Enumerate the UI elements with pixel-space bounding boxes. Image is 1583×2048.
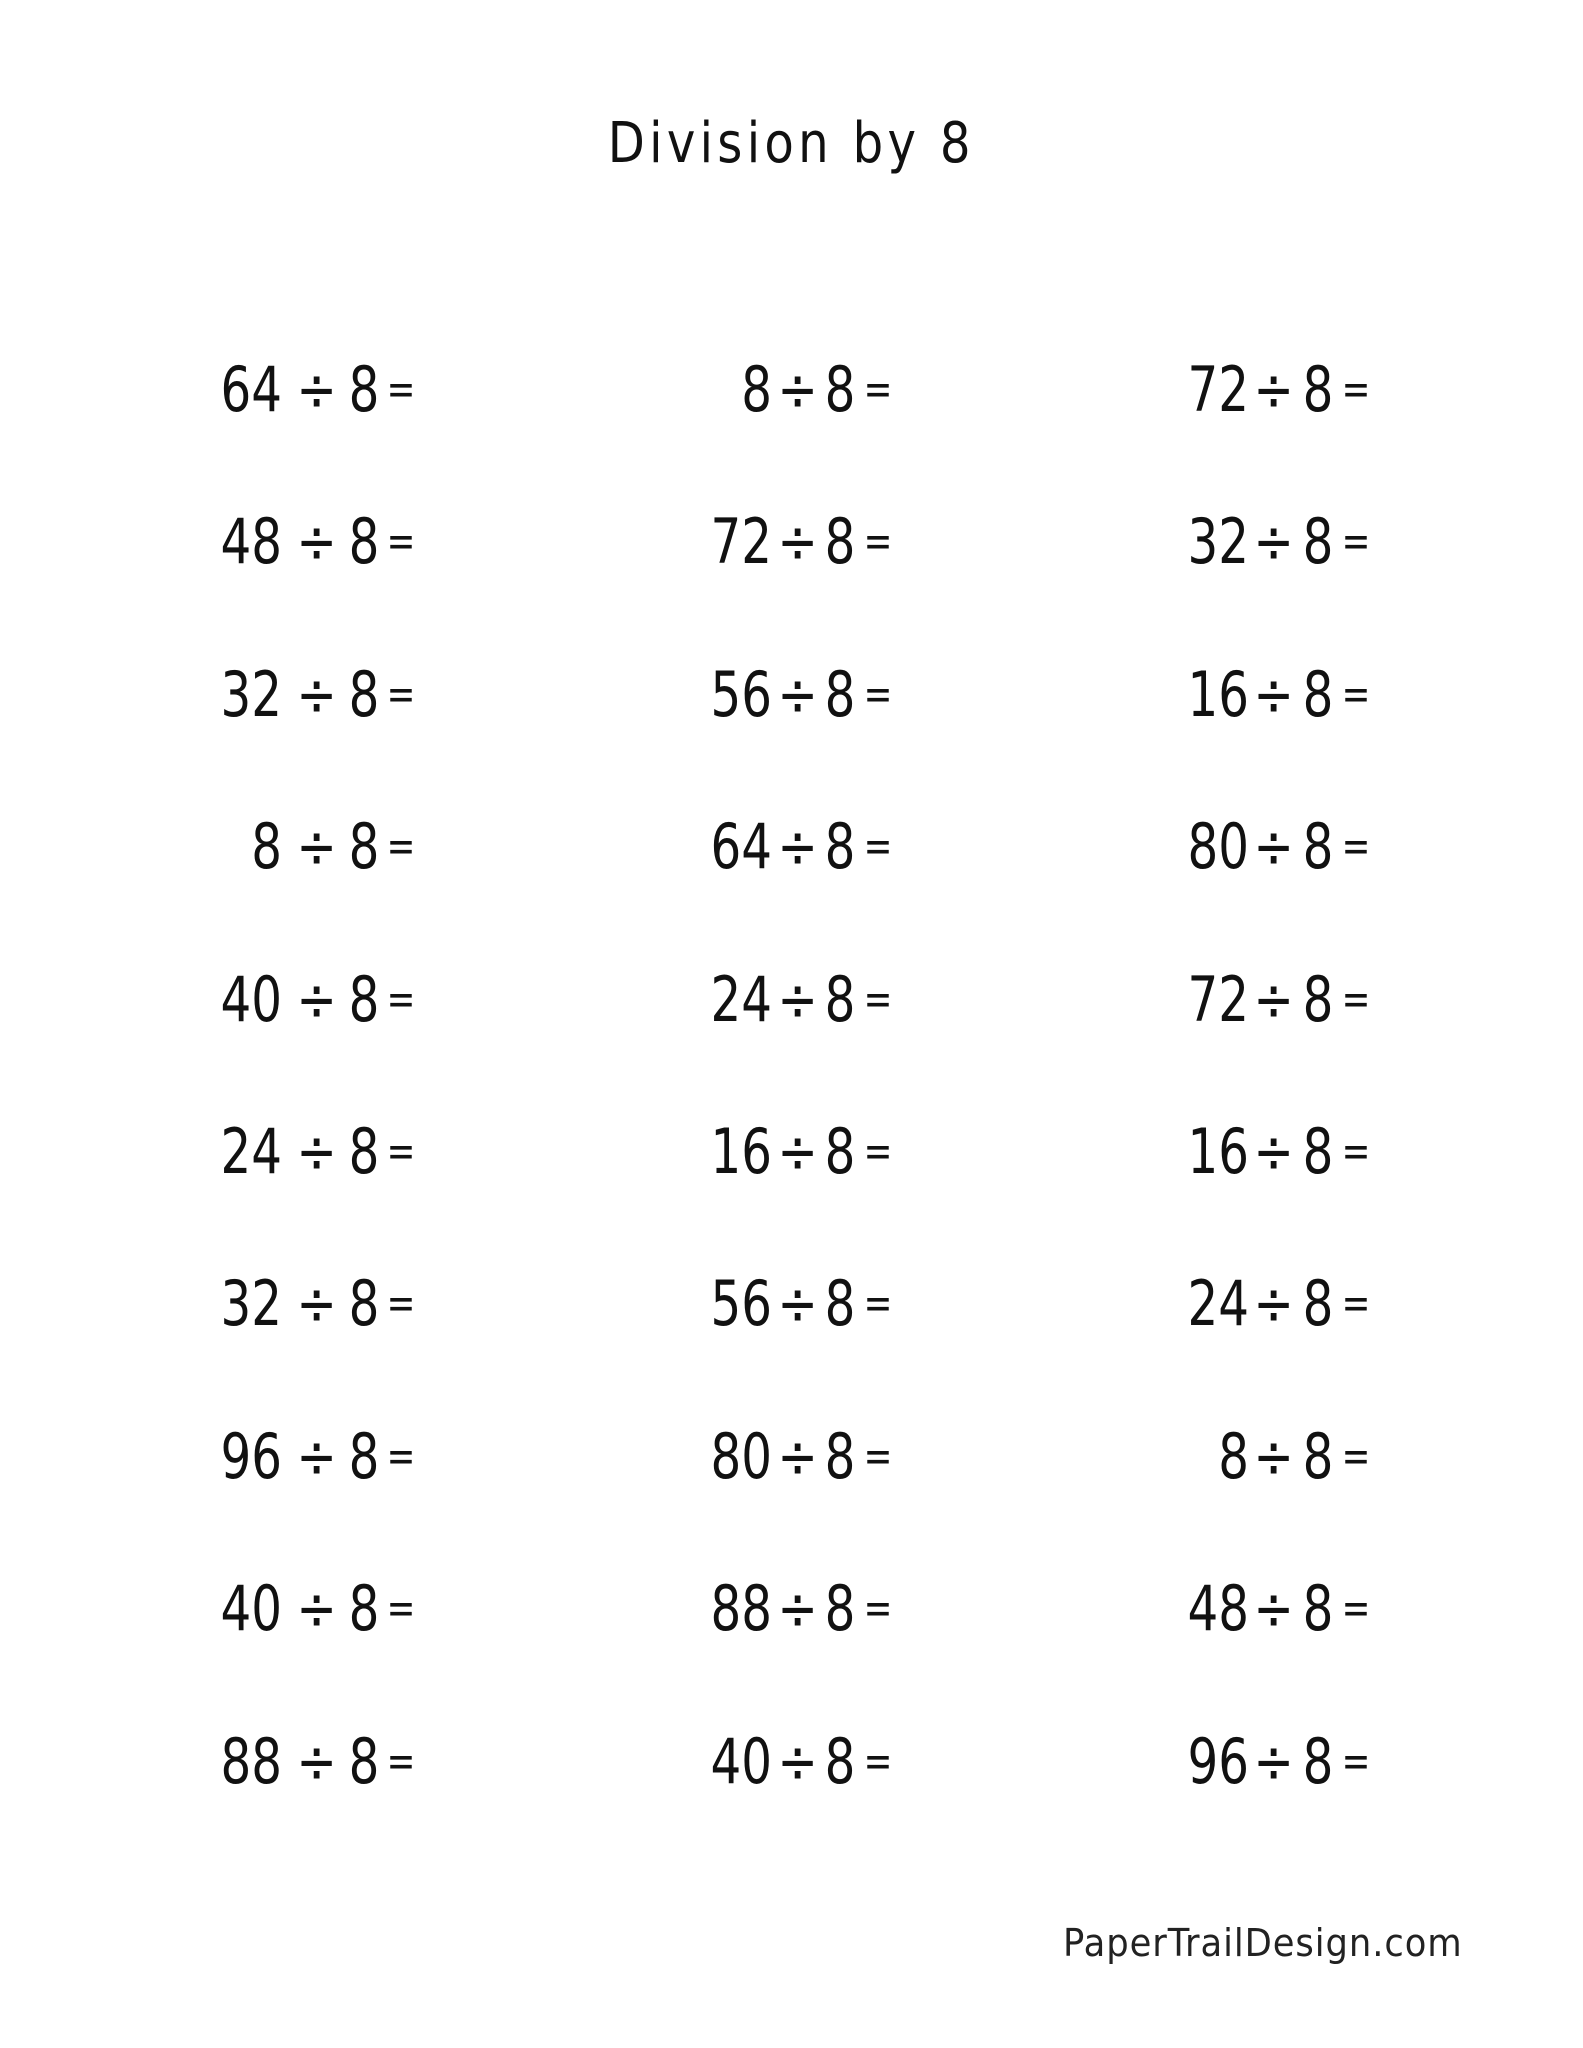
problem-cell [0, 1572, 1583, 1646]
divide-sign-icon: ÷ [296, 505, 337, 579]
dividend: 96 [220, 1419, 282, 1493]
equals-sign: = [1341, 973, 1371, 1025]
divide-sign-icon: ÷ [1253, 1724, 1294, 1798]
divide-sign-icon: ÷ [777, 1115, 818, 1188]
divide-sign-icon: ÷ [296, 1572, 337, 1646]
dividend: 48 [1187, 1572, 1249, 1646]
problem-cell [0, 657, 1583, 731]
divisor: 8 [348, 810, 380, 884]
equals-sign: = [863, 1735, 893, 1787]
problem-cell [0, 1267, 1583, 1341]
problem-cell [0, 1724, 1583, 1798]
divide-sign-icon: ÷ [296, 1419, 337, 1493]
dividend: 64 [220, 353, 282, 426]
divisor: 8 [1302, 1419, 1334, 1493]
divisor: 8 [1302, 657, 1334, 731]
equals-sign: = [863, 364, 893, 415]
divide-sign-icon: ÷ [777, 810, 818, 884]
equals-sign: = [1341, 821, 1371, 873]
dividend: 24 [1187, 1267, 1249, 1341]
equals-sign: = [386, 1583, 416, 1635]
equals-sign: = [386, 1126, 416, 1177]
worksheet-title: Division by 8 [607, 111, 975, 176]
dividend: 72 [710, 505, 772, 579]
divide-sign-icon: ÷ [777, 1419, 818, 1493]
divisor: 8 [1302, 505, 1334, 579]
problem-cell [0, 1115, 1583, 1188]
dividend: 16 [1187, 657, 1249, 731]
dividend: 32 [220, 1267, 282, 1341]
problem-cell [0, 810, 1583, 884]
dividend: 88 [710, 1572, 772, 1646]
equals-sign: = [386, 1430, 416, 1482]
divide-sign-icon: ÷ [1253, 1267, 1294, 1341]
divide-sign-icon: ÷ [1253, 1419, 1294, 1493]
divide-sign-icon: ÷ [296, 1115, 337, 1188]
dividend: 72 [1187, 962, 1249, 1036]
equals-sign: = [386, 668, 416, 720]
equals-sign: = [1341, 1735, 1371, 1787]
divide-sign-icon: ÷ [777, 1724, 818, 1798]
divide-sign-icon: ÷ [777, 1572, 818, 1646]
dividend: 48 [220, 505, 282, 579]
divide-sign-icon: ÷ [296, 353, 337, 426]
divisor: 8 [824, 1724, 856, 1798]
divide-sign-icon: ÷ [296, 1267, 337, 1341]
equals-sign: = [1341, 516, 1371, 568]
dividend: 56 [710, 1267, 772, 1341]
divide-sign-icon: ÷ [777, 1267, 818, 1341]
divide-sign-icon: ÷ [296, 962, 337, 1036]
divide-sign-icon: ÷ [777, 505, 818, 579]
divisor: 8 [348, 1115, 380, 1188]
divide-sign-icon: ÷ [296, 657, 337, 731]
divisor: 8 [1302, 1115, 1334, 1188]
equals-sign: = [1341, 1430, 1371, 1482]
divisor: 8 [824, 962, 856, 1036]
dividend: 88 [220, 1724, 282, 1798]
divisor: 8 [348, 657, 380, 731]
equals-sign: = [1341, 1126, 1371, 1177]
dividend: 80 [1187, 810, 1249, 884]
divide-sign-icon: ÷ [777, 657, 818, 731]
divisor: 8 [1302, 1572, 1334, 1646]
divide-sign-icon: ÷ [296, 1724, 337, 1798]
dividend: 64 [710, 810, 772, 884]
dividend: 24 [710, 962, 772, 1036]
dividend: 40 [710, 1724, 772, 1798]
dividend: 80 [710, 1419, 772, 1493]
divisor: 8 [1302, 353, 1334, 426]
divisor: 8 [824, 1115, 856, 1188]
dividend: 24 [220, 1115, 282, 1188]
divide-sign-icon: ÷ [1253, 810, 1294, 884]
equals-sign: = [386, 1735, 416, 1787]
equals-sign: = [863, 1278, 893, 1330]
equals-sign: = [386, 973, 416, 1025]
divisor: 8 [348, 1419, 380, 1493]
dividend: 72 [1187, 353, 1249, 426]
equals-sign: = [863, 668, 893, 720]
equals-sign: = [386, 1278, 416, 1330]
equals-sign: = [1341, 364, 1371, 415]
divisor: 8 [824, 1419, 856, 1493]
problem-cell [0, 962, 1583, 1036]
dividend: 56 [710, 657, 772, 731]
divisor: 8 [348, 1572, 380, 1646]
equals-sign: = [863, 973, 893, 1025]
divisor: 8 [824, 1572, 856, 1646]
divide-sign-icon: ÷ [1253, 657, 1294, 731]
divisor: 8 [1302, 810, 1334, 884]
equals-sign: = [386, 821, 416, 873]
divisor: 8 [824, 810, 856, 884]
divisor: 8 [824, 657, 856, 731]
divisor: 8 [348, 353, 380, 426]
problem-cell [0, 505, 1583, 579]
divisor: 8 [1302, 1724, 1334, 1798]
divisor: 8 [824, 353, 856, 426]
divide-sign-icon: ÷ [1253, 1115, 1294, 1188]
divisor: 8 [348, 1267, 380, 1341]
equals-sign: = [386, 516, 416, 568]
equals-sign: = [386, 364, 416, 415]
dividend: 8 [1218, 1419, 1249, 1493]
dividend: 40 [220, 1572, 282, 1646]
divide-sign-icon: ÷ [1253, 962, 1294, 1036]
divisor: 8 [348, 1724, 380, 1798]
equals-sign: = [863, 1583, 893, 1635]
divisor: 8 [348, 505, 380, 579]
equals-sign: = [863, 1126, 893, 1177]
equals-sign: = [863, 516, 893, 568]
equals-sign: = [863, 821, 893, 873]
equals-sign: = [863, 1430, 893, 1482]
divide-sign-icon: ÷ [1253, 353, 1294, 426]
divisor: 8 [1302, 1267, 1334, 1341]
divisor: 8 [824, 1267, 856, 1341]
divisor: 8 [824, 505, 856, 579]
equals-sign: = [1341, 668, 1371, 720]
dividend: 32 [1187, 505, 1249, 579]
divide-sign-icon: ÷ [1253, 505, 1294, 579]
divisor: 8 [1302, 962, 1334, 1036]
problem-cell [0, 353, 1583, 426]
divide-sign-icon: ÷ [1253, 1572, 1294, 1646]
problem-cell [0, 1419, 1583, 1493]
divide-sign-icon: ÷ [296, 810, 337, 884]
divisor: 8 [348, 962, 380, 1036]
dividend: 8 [251, 810, 282, 884]
dividend: 40 [220, 962, 282, 1036]
dividend: 16 [710, 1115, 772, 1188]
dividend: 32 [220, 657, 282, 731]
dividend: 8 [741, 353, 772, 426]
equals-sign: = [1341, 1583, 1371, 1635]
dividend: 96 [1187, 1724, 1249, 1798]
divide-sign-icon: ÷ [777, 962, 818, 1036]
divide-sign-icon: ÷ [777, 353, 818, 426]
equals-sign: = [1341, 1278, 1371, 1330]
footer-website: PaperTrailDesign.com [1063, 1921, 1463, 1965]
dividend: 16 [1187, 1115, 1249, 1188]
